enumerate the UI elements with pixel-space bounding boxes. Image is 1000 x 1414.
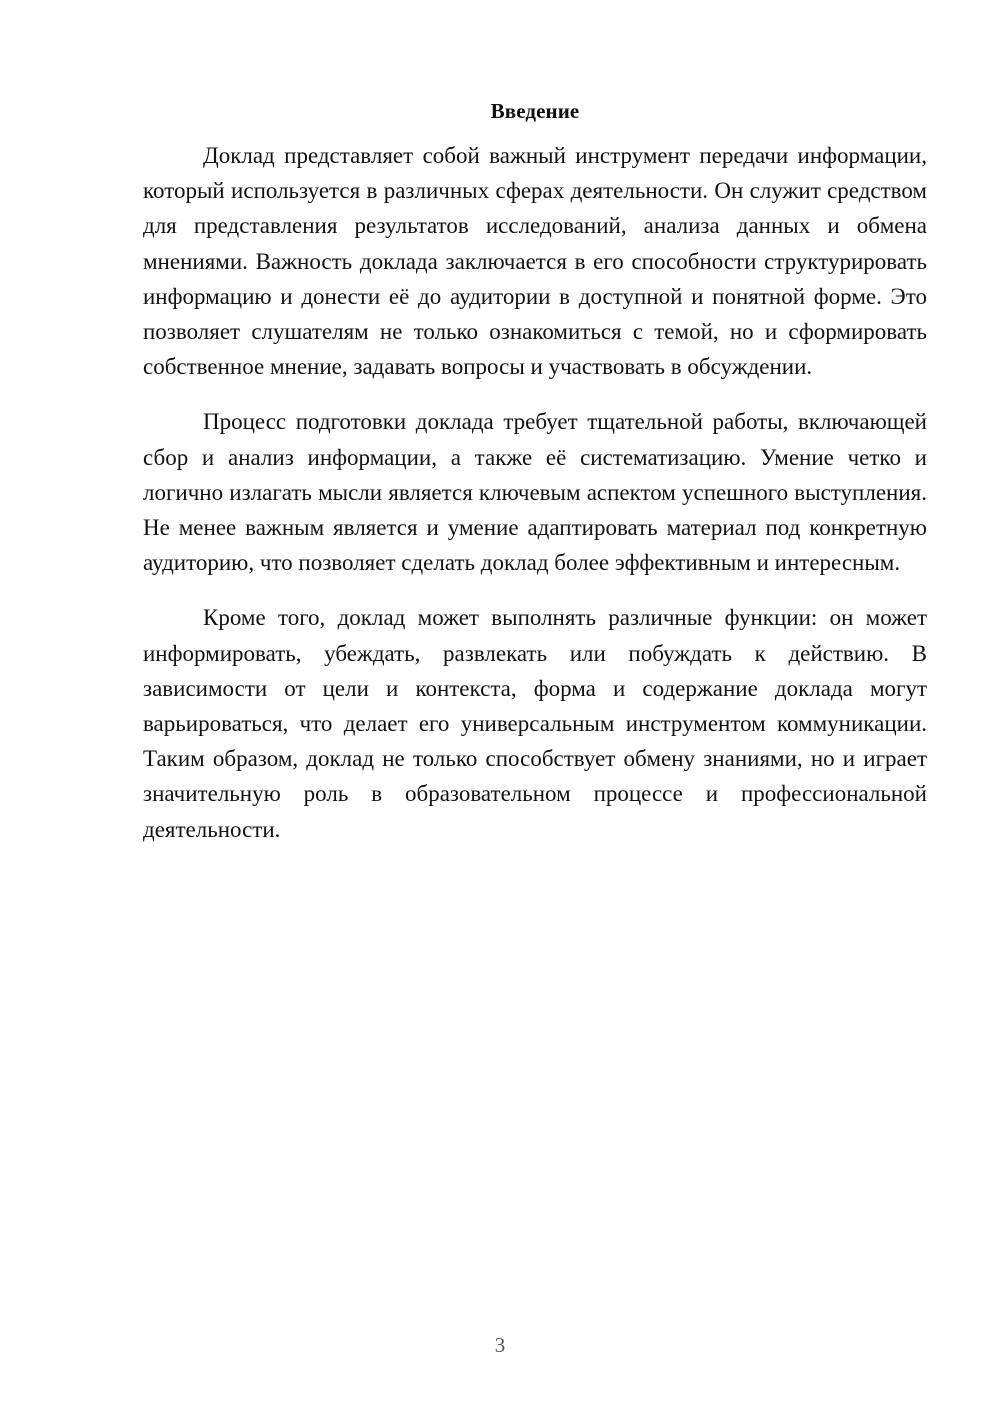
paragraph-2: Процесс подготовки доклада требует тщательной работы, включающей сбор и анализ информации, а также её систематизацию. Умение четко и логично излагать мысли является ключевым аспектом успешного выступления. Не менее важным является и умение адаптировать материал под конкретную аудиторию, что позволяет сделать доклад более эффективным и интересным. <box>143 409 927 576</box>
page-content <box>143 96 927 847</box>
section-title: Введение <box>490 99 580 123</box>
page-number: 3 <box>494 1333 506 1357</box>
paragraph-1: Доклад представляет собой важный инструмент передачи информации, который используется в различных сферах деятельности. Он служит средством для представления результатов исследований, анализа данных и обмена мнениями. Важность доклада заключается в его способности структурировать информацию и донести её до аудитории в доступной и понятной форме. Это позволяет слушателям не только ознакомиться с темой, но и сформировать собственное мнение, задавать вопросы и участвовать в обсуждении. <box>143 143 927 380</box>
paragraph-3: Кроме того, доклад может выполнять различные функции: он может информировать, убеждать, развлекать или побуждать к действию. В зависимости от цели и контекста, форма и содержание доклада могут варьироваться, что делает его универсальным инструментом коммуникации. Таким образом, доклад не только способствует обмену знаниями, но и играет значительную роль в образовательном процессе и профессиональной деятельности. <box>143 605 927 842</box>
